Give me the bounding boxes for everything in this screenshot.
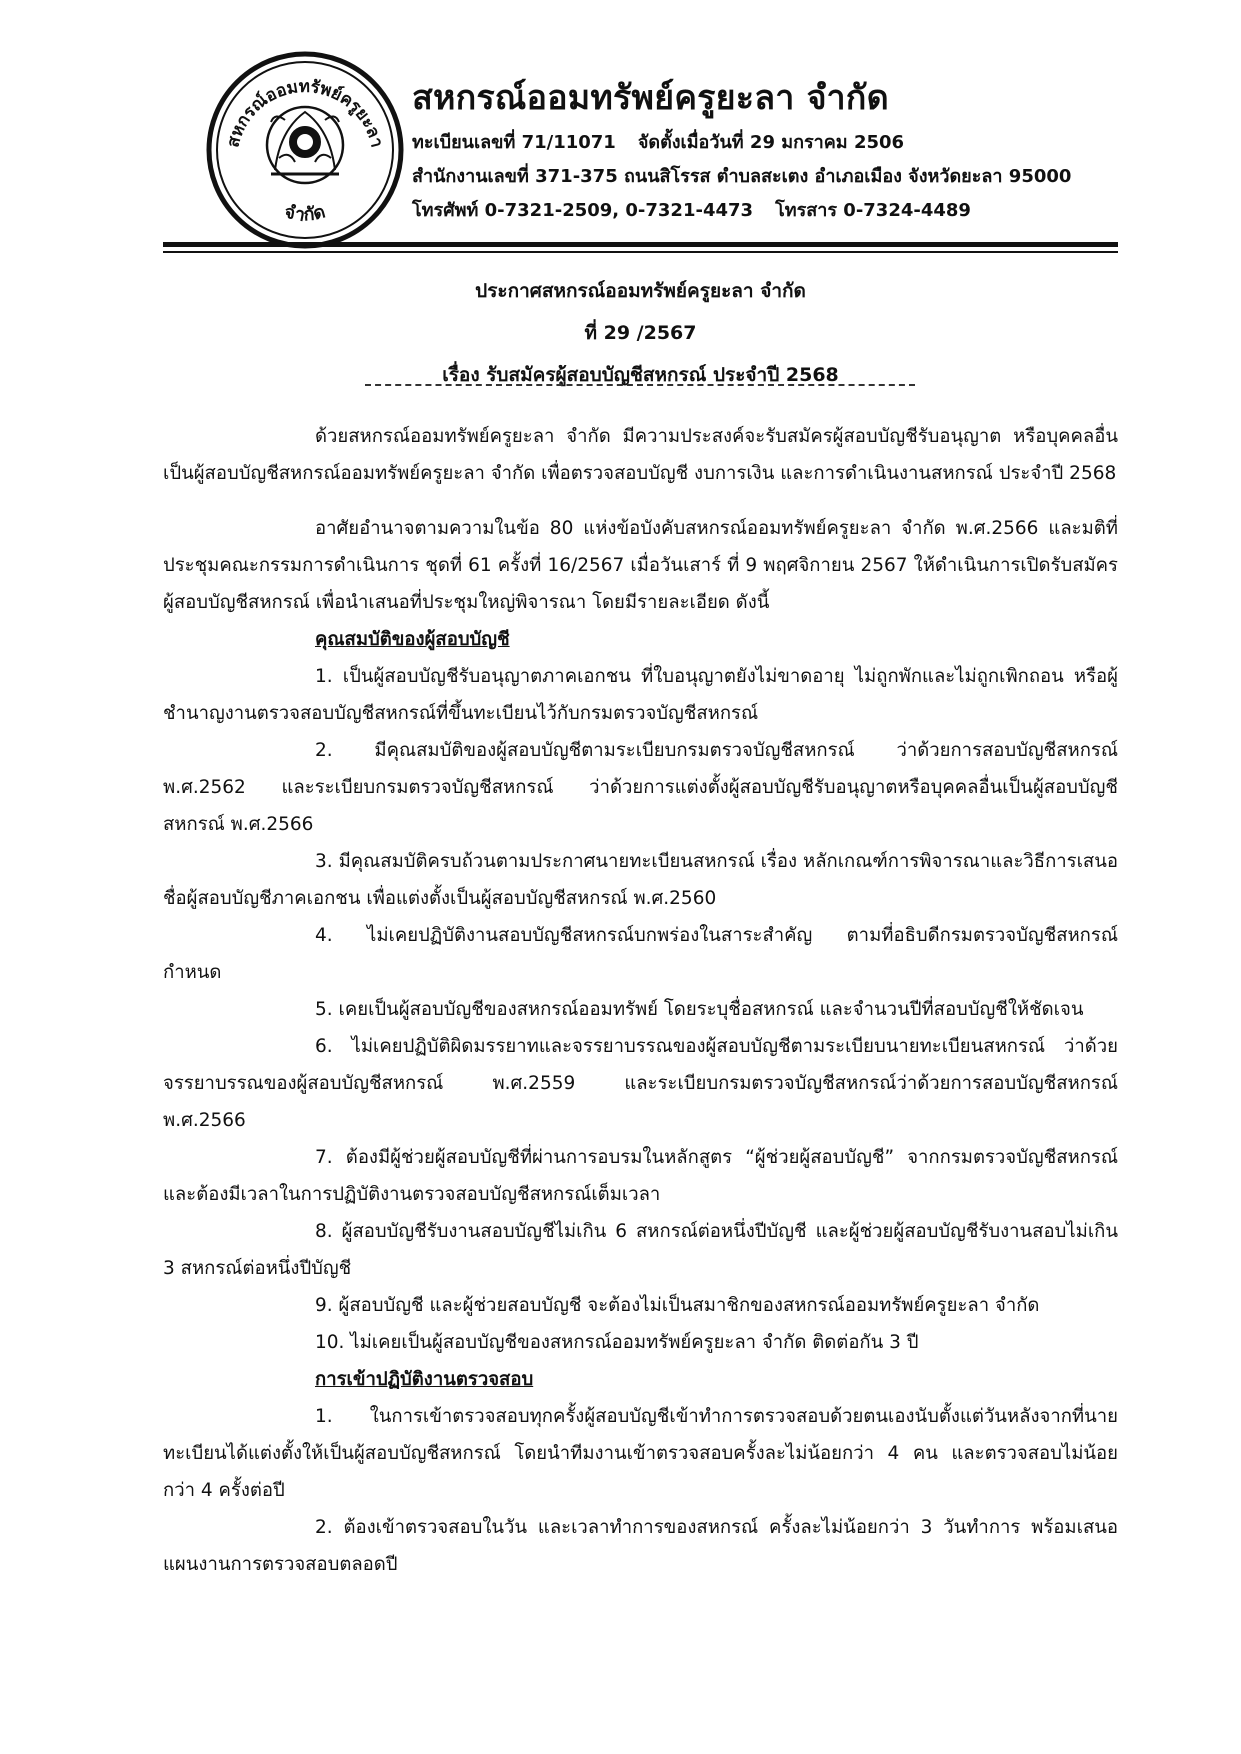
- audit-heading: การเข้าปฏิบัติงานตรวจสอบ: [315, 1369, 534, 1390]
- qualification-item: 8. ผู้สอบบัญชีรับงานสอบบัญชีไม่เกิน 6 สหกรณ์ต่อหนึ่งปีบัญชี และผู้ช่วยผู้สอบบัญชีรับงานสอบไม่เกิน 3 สหกรณ์ต่อหนึ่งปีบัญชี: [163, 1221, 1118, 1279]
- audit-item: 1. ในการเข้าตรวจสอบทุกครั้งผู้สอบบัญชีเข้าทำการตรวจสอบด้วยตนเองนับตั้งแต่วันหลังจากที่นายทะเบียนได้แต่งตั้งให้เป็นผู้สอบบัญชีสหกรณ์ โดยนำทีมงานเข้าตรวจสอบครั้งละไม่น้อยกว่า 4 คน และตรวจสอบไม่น้อยกว่า 4 ครั้งต่อปี: [163, 1406, 1118, 1501]
- registration-line: [412, 126, 1192, 160]
- qualification-item: 10. ไม่เคยเป็นผู้สอบบัญชีของสหกรณ์ออมทรัพย์ครูยะลา จำกัด ติดต่อกัน 3 ปี: [315, 1332, 919, 1353]
- qualification-item: 6. ไม่เคยปฏิบัติผิดมรรยาทและจรรยาบรรณของผู้สอบบัญชีตามระเบียบนายทะเบียนสหกรณ์ ว่าด้วยจรรยาบรรณของผู้สอบบัญชีสหกรณ์ พ.ศ.2559 และระเบียบกรมตรวจบัญชีสหกรณ์ว่าด้วยการสอบบัญชีสหกรณ์ พ.ศ.2566: [163, 1036, 1118, 1131]
- seal-text-bottom: จำกัด: [282, 201, 328, 227]
- intro-paragraph-2: อาศัยอำนาจตามความในข้อ 80 แห่งข้อบังคับสหกรณ์ออมทรัพย์ครูยะลา จำกัด พ.ศ.2566 และมติที่ประชุมคณะกรรมการดำเนินการ ชุดที่ 61 ครั้งที่ 16/2567 เมื่อวันเสาร์ ที่ 9 พฤศจิกายน 2567 ให้ดำเนินการเปิดรับสมัครผู้สอบบัญชีสหกรณ์ เพื่อนำเสนอที่ประชุมใหญ่พิจารณา โดยมีรายละเอียด ดังนี้: [163, 518, 1118, 613]
- audit-item: 2. ต้องเข้าตรวจสอบในวัน และเวลาทำการของสหกรณ์ ครั้งละไม่น้อยกว่า 3 วันทำการ พร้อมเสนอแผนงานการตรวจสอบตลอดปี: [163, 1517, 1118, 1575]
- letterhead: [412, 70, 1192, 228]
- seal-text-top: สหกรณ์ออมทรัพย์ครูยะลา: [223, 76, 387, 150]
- announcement-number: ที่ 29 /2567: [584, 322, 697, 344]
- qualification-item: 7. ต้องมีผู้ช่วยผู้สอบบัญชีที่ผ่านการอบรมในหลักสูตร “ผู้ช่วยผู้สอบบัญชี” จากกรมตรวจบัญชีสหกรณ์ และต้องมีเวลาในการปฏิบัติงานตรวจสอบบัญชีสหกรณ์เต็มเวลา: [163, 1147, 1118, 1205]
- title-dashed-divider: [365, 384, 915, 386]
- intro-paragraph-1: ด้วยสหกรณ์ออมทรัพย์ครูยะลา จำกัด มีความประสงค์จะรับสมัครผู้สอบบัญชีรับอนุญาต หรือบุคคลอื่น เป็นผู้สอบบัญชีสหกรณ์ออมทรัพย์ครูยะลา จำกัด เพื่อตรวจสอบบัญชี งบการเงิน และการดำเนินงานสหกรณ์ ประจำปี 2568: [163, 426, 1118, 484]
- registration-number: ทะเบียนเลขที่ 71/11071: [412, 132, 616, 153]
- announcement-body: [163, 418, 1118, 1583]
- phone-numbers: โทรศัพท์ 0-7321-2509, 0-7321-4473: [412, 200, 754, 221]
- announcement-subject: เรื่อง รับสมัครผู้สอบบัญชีสหกรณ์ ประจำปี 2568: [442, 364, 839, 386]
- seal-emblem: [267, 107, 343, 183]
- svg-text:จำกัด: [283, 201, 328, 226]
- established-date: จัดตั้งเมื่อวันที่ 29 มกราคม 2506: [637, 132, 905, 153]
- cooperative-seal: [205, 50, 405, 250]
- qualification-item: 3. มีคุณสมบัติครบถ้วนตามประกาศนายทะเบียนสหกรณ์ เรื่อง หลักเกณฑ์การพิจารณาและวิธีการเสนอชื่อผู้สอบบัญชีภาคเอกชน เพื่อแต่งตั้งเป็นผู้สอบบัญชีสหกรณ์ พ.ศ.2560: [163, 851, 1118, 909]
- header-rule-thick: [163, 242, 1118, 247]
- office-address: สำนักงานเลขที่ 371-375 ถนนสิโรรส ตำบลสะเตง อำเภอเมือง จังหวัดยะลา 95000: [412, 166, 1072, 187]
- qualification-item: 1. เป็นผู้สอบบัญชีรับอนุญาตภาคเอกชน ที่ใบอนุญาตยังไม่ขาดอายุ ไม่ถูกพักและไม่ถูกเพิกถอน หรือผู้ชำนาญงานตรวจสอบบัญชีสหกรณ์ที่ขึ้นทะเบียนไว้กับกรมตรวจบัญชีสหกรณ์: [163, 666, 1118, 724]
- header-rule-thin: [163, 251, 1118, 253]
- qualifications-heading: คุณสมบัติของผู้สอบบัญชี: [315, 629, 510, 650]
- fax-number: โทรสาร 0-7324-4489: [775, 200, 971, 221]
- qualification-item: 2. มีคุณสมบัติของผู้สอบบัญชีตามระเบียบกรมตรวจบัญชีสหกรณ์ ว่าด้วยการสอบบัญชีสหกรณ์ พ.ศ.2562 และระเบียบกรมตรวจบัญชีสหกรณ์ ว่าด้วยการแต่งตั้งผู้สอบบัญชีรับอนุญาตหรือบุคคลอื่นเป็นผู้สอบบัญชีสหกรณ์ พ.ศ.2566: [163, 740, 1118, 835]
- org-name: สหกรณ์ออมทรัพย์ครูยะลา จำกัด: [412, 78, 889, 118]
- announcement-title-block: [163, 270, 1118, 396]
- qualification-item: 4. ไม่เคยปฏิบัติงานสอบบัญชีสหกรณ์บกพร่องในสาระสำคัญ ตามที่อธิบดีกรมตรวจบัญชีสหกรณ์กำหนด: [163, 925, 1118, 983]
- qualification-item: 5. เคยเป็นผู้สอบบัญชีของสหกรณ์ออมทรัพย์ โดยระบุชื่อสหกรณ์ และจำนวนปีที่สอบบัญชีให้ชัดเจน: [315, 999, 1084, 1020]
- announcement-title: ประกาศสหกรณ์ออมทรัพย์ครูยะลา จำกัด: [475, 280, 806, 302]
- qualification-item: 9. ผู้สอบบัญชี และผู้ช่วยสอบบัญชี จะต้องไม่เป็นสมาชิกของสหกรณ์ออมทรัพย์ครูยะลา จำกัด: [315, 1295, 1040, 1316]
- contact-line: [412, 194, 1192, 228]
